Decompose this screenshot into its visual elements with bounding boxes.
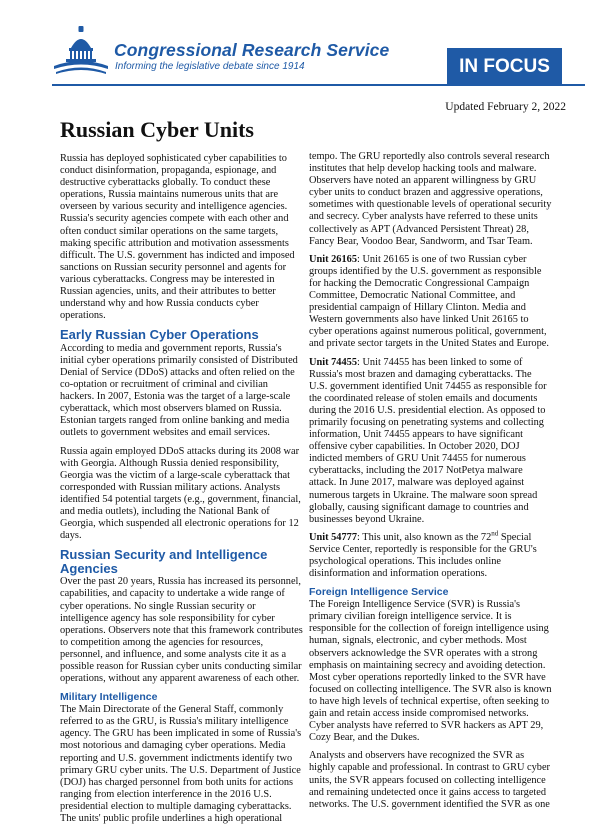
early-ops-paragraph-2: Russia again employed DDoS attacks during its 2008 war with Georgia. Although Russia denied responsibility, Georgia was the victim of a large-scale cyberattack that corresponded with Russian military actions. Analysts identified 54 potential targets (e.g., government, financial, and media outlets), including the National Bank of Georgia, which suspended all electronic operations for 12 days. xyxy=(60,445,301,542)
page-title: Russian Cyber Units xyxy=(60,117,254,142)
capitol-dome-logo-icon xyxy=(52,26,110,78)
unit-54777-ordinal: nd xyxy=(491,529,499,538)
unit-74455-text: : Unit 74455 has been linked to some of Russia's most brazen and damaging cyberattacks. The U.S. government identified Unit 74455 as responsible for the coordinated release of stolen emails and documents during the 2016 U.S. presidential election. As opposed to primarily focusing on penetrating systems and collecting information, Unit 74455 appears to have significant offensive cyber capabilities. In October 2020, DOJ indicted members of GRU Unit 74455 for numerous cyberattacks, including the 2017 NotPetya malware attack. In June 2017, malware was deployed against numerous targets in Ukraine. The malware soon spread globally, causing significant damage to countries and businesses beyond Ukraine. xyxy=(309,356,547,525)
section-heading-early-ops: Early Russian Cyber Operations xyxy=(60,327,259,343)
org-tagline: Informing the legislative debate since 1914 xyxy=(115,61,305,72)
left-column xyxy=(60,153,303,831)
early-ops-paragraph-1: According to media and government reports, Russia's initial cyber operations primarily consisted of Distributed Denial of Service (DDoS) attacks and often relied on the co-optation or recruitment of criminal and civilian hackers. In 2007, Estonia was the target of a large-scale cyberattack, which most observers blamed on Russia. Estonian targets ranged from online banking and media outlets to government websites and email services. xyxy=(60,342,298,439)
subheading-foreign-intelligence: Foreign Intelligence Service xyxy=(309,586,449,599)
header-divider xyxy=(52,84,585,86)
section-heading-security-agencies: Russian Security and Intelligence Agencies xyxy=(60,547,268,576)
right-column xyxy=(309,151,552,817)
unit-74455-label: Unit 74455 xyxy=(309,356,357,368)
updated-date: Updated February 2, 2022 xyxy=(445,101,566,113)
svr-paragraph-1: The Foreign Intelligence Service (SVR) is Russia's primary civilian foreign intelligence service. It is responsible for the collection of foreign intelligence using human, signals, electronic, and cyber methods. Most observers acknowledge the SVR operates with a strong emphasis on maintaining secrecy and avoiding detection. Most cyber operations reportedly linked to the SVR have focused on collecting intelligence. The SVR also is known to have high levels of technical expertise, often seeking to gain and retain access inside compromised networks. Cyber analysts have referred to SVR hackers as APT 29, Cozy Bear, and the Dukes. xyxy=(309,599,552,744)
security-agencies-paragraph: Over the past 20 years, Russia has increased its personnel, capabilities, and capacity to undertake a wide range of cyber operations. No single Russian security or intelligence agency has sole responsibility for cyber operations. Observers note that this framework contributes to competition among the agencies for resources, personnel, and influence, and some analysts cite it as a possible reason for Russian cyber units conducting similar operations, without any apparent awareness of each other. xyxy=(60,576,303,685)
unit-54777-label: Unit 54777 xyxy=(309,531,357,543)
unit-26165-paragraph xyxy=(309,254,552,351)
unit-26165-text: : Unit 26165 is one of two Russian cyber groups identified by the U.S. government as responsible for hacking the Democratic Congressional Campaign Committee, Democratic National Committee, and presidential campaign of Hillary Clinton. Media and Western governments also have linked Unit 26165 to cyber operations against numerous political, government, and private sector targets in the United States and Europe. xyxy=(309,253,549,350)
in-focus-badge: IN FOCUS xyxy=(447,48,562,86)
gru-continuation-paragraph: tempo. The GRU reportedly also controls several research institutes that help develop hacking tools and malware. Observers have noted an apparent willingness by GRU cyber units to conduct brazen and aggressive operations, sometimes with questionable levels of operational security and secrecy. Cyber analysts have referred to these units collectively as APT (Advanced Persistent Threat) 28, Fancy Bear, Voodoo Bear, Sandworm, and Tsar Team. xyxy=(309,151,552,247)
svr-paragraph-2: Analysts and observers have recognized the SVR as highly capable and professional. In contrast to GRU cyber units, the SVR appears focused on collecting intelligence and remaining undetected once it gains access to targeted networks. The U.S. government identified the SVR as one xyxy=(309,750,550,810)
unit-54777-text-pre: : This unit, also known as the 72 xyxy=(357,531,492,543)
unit-54777-paragraph xyxy=(309,529,552,580)
intro-paragraph: Russia has deployed sophisticated cyber capabilities to conduct disinformation, propaganda, espionage, and destructive cyberattacks globally. To conduct these operations, Russia maintains numerous units that are overseen by various security and intelligence agencies. Russia's security agencies compete with each other and often conduct similar operations on the same targets, making specific attribution and motivation assessments difficult. The U.S. government has indicted and imposed sanctions on Russian security personnel and agents for various cyberattacks. Congress may be interested in Russian agencies, units, and their attributes to better understand why and how Russia conducts cyber operations. xyxy=(60,153,295,322)
subheading-military-intelligence: Military Intelligence xyxy=(60,691,158,704)
unit-54777-text-post: Special Service Center, reportedly is responsible for the GRU's psychological operations. This includes online disinformation and information operations. xyxy=(309,531,537,580)
unit-74455-paragraph xyxy=(309,357,552,526)
military-intelligence-paragraph: The Main Directorate of the General Staff, commonly referred to as the GRU, is Russia's military intelligence agency. The GRU has been implicated in some of Russia's most notorious and damaging cyber operations. Media reporting and U.S. government indictments identify two primary GRU cyber units. The U.S. Department of Justice (DOJ) has charged personnel from both units for actions ranging from election interference in the 2016 U.S. presidential election to multiple damaging cyberattacks. The units' public profile underlines a high operational xyxy=(60,704,302,824)
unit-26165-label: Unit 26165 xyxy=(309,253,357,265)
org-name: Congressional Research Service xyxy=(114,40,390,60)
